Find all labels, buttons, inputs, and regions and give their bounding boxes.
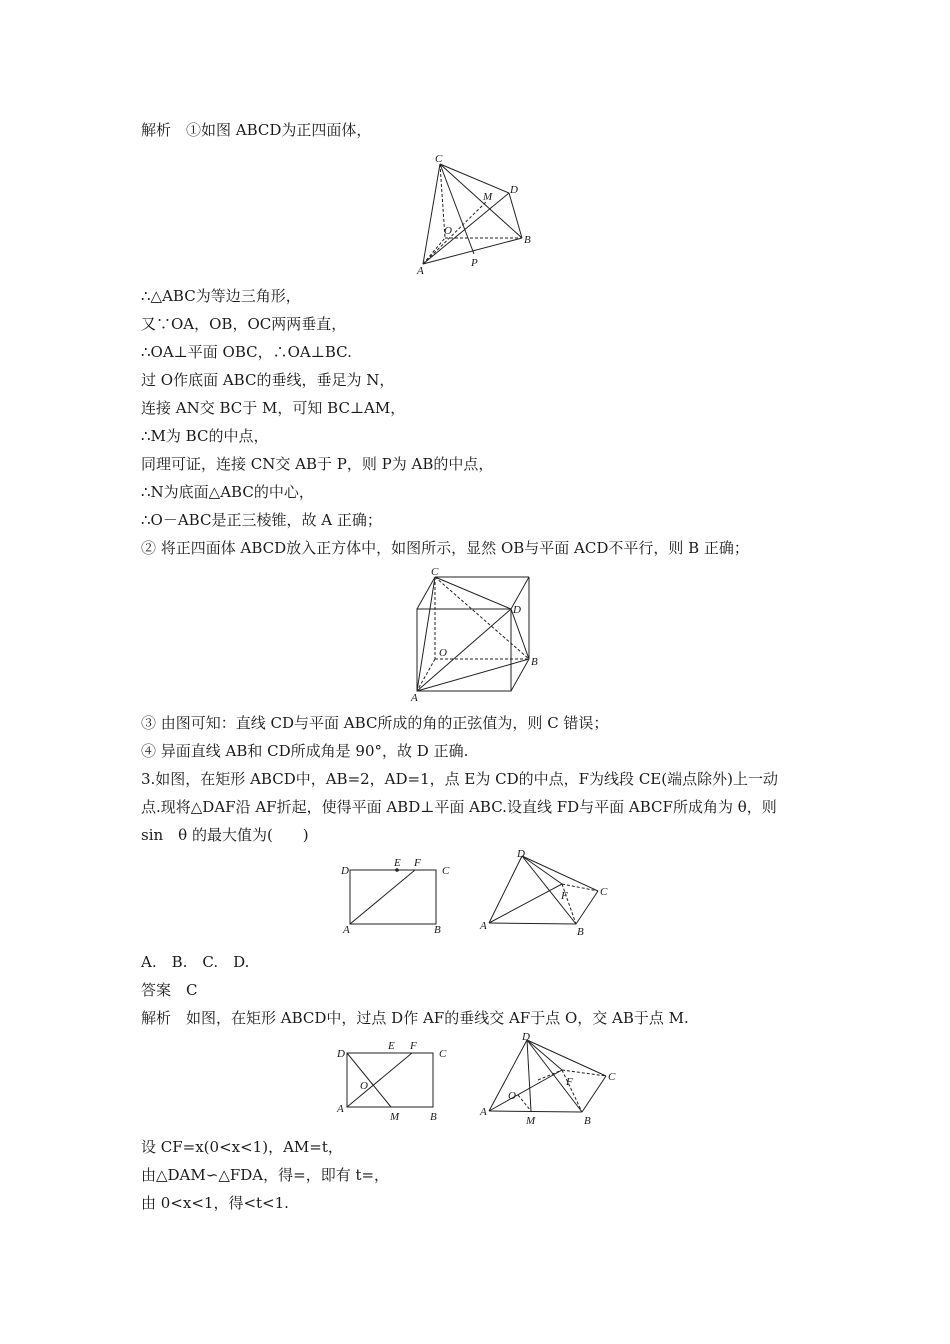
fold2-label-o: O [508, 1090, 516, 1102]
text-line-7: ∴M为 BC的中点， [141, 427, 269, 445]
cube-figure [405, 565, 545, 705]
text-line-21: 由△DAM∽△FDA，得=，即有 t=， [141, 1166, 390, 1184]
tetra-label-a: A [417, 265, 424, 277]
text-line-17: A. B. C. D. [141, 953, 250, 971]
text-line-19: 解析 如图，在矩形 ABCD中，过点 D作 AF的垂线交 AF于点 O，交 AB于点 M. [141, 1009, 689, 1027]
cube-label-o: O [439, 647, 447, 659]
rect2-label-b: B [430, 1111, 437, 1123]
text-line-6: 连接 AN交 BC于 M，可知 BC⊥AM， [141, 399, 406, 417]
tetra-label-p: P [471, 257, 478, 269]
fold1-label-d: D [517, 848, 525, 860]
cube-label-a: A [411, 692, 418, 704]
text-line-20: 设 CF=x(0<x<1)，AM=t， [141, 1138, 343, 1156]
text-line-12: ③ 由图可知：直线 CD与平面 ABC所成的角的正弦值为，则 C 错误； [141, 714, 609, 732]
tetra-label-b: B [524, 234, 531, 246]
text-line-14: 3.如图，在矩形 ABCD中，AB=2，AD=1，点 E为 CD的中点，F为线段 CE(端点除外)上一动 [141, 770, 778, 788]
tetra-label-d: D [510, 184, 518, 196]
text-line-22: 由 0<x<1，得<t<1. [141, 1194, 289, 1212]
fold2-label-b: B [584, 1115, 591, 1127]
text-line-9: ∴N为底面△ABC的中心， [141, 483, 314, 501]
rectangle-figure-1 [338, 855, 463, 940]
text-line-18: 答案 C [141, 981, 198, 999]
tetra-label-c: C [435, 153, 443, 165]
fold2-label-c: C [608, 1071, 616, 1083]
text-line-15: 点.现将△DAF沿 AF折起，使得平面 ABD⊥平面 ABC.设直线 FD与平面 ABCF所成角为 θ，则 [141, 798, 777, 816]
rect1-label-f: F [414, 857, 421, 869]
fold1-label-a: A [480, 920, 487, 932]
text-line-4: ∴OA⊥平面 OBC，∴OA⊥BC. [141, 343, 352, 361]
text-line-2: ∴△ABC为等边三角形， [141, 287, 301, 305]
folded-figure-2 [478, 1030, 623, 1130]
fold1-label-c: C [600, 886, 608, 898]
rect2-label-o: O [360, 1080, 368, 1092]
fold2-label-d: D [522, 1031, 530, 1043]
tetrahedron-figure [410, 150, 540, 280]
text-line-10: ∴O－ABC是正三棱锥，故 A 正确； [141, 511, 382, 529]
rectangle-figure-2 [333, 1038, 463, 1128]
text-line-3: 又∵OA，OB，OC两两垂直， [141, 315, 347, 333]
rect1-label-c: C [442, 865, 450, 877]
rect2-label-f: F [410, 1040, 417, 1052]
rect2-label-d: D [337, 1048, 345, 1060]
text-line-16: sin θ 的最大值为( ) [141, 826, 309, 844]
cube-label-c: C [431, 566, 439, 578]
cube-label-b: B [531, 656, 538, 668]
rect1-label-d: D [341, 865, 349, 877]
text-line-5: 过 O作底面 ABC的垂线，垂足为 N， [141, 371, 395, 389]
fold1-label-b: B [577, 926, 584, 938]
text-line-13: ④ 异面直线 AB和 CD所成角是 90°，故 D 正确. [141, 742, 469, 760]
rect2-label-m: M [390, 1111, 400, 1123]
rect2-label-c: C [439, 1048, 447, 1060]
rect2-label-e: E [388, 1040, 395, 1052]
text-line-8: 同理可证，连接 CN交 AB于 P，则 P为 AB的中点， [141, 455, 494, 473]
tetra-label-o: O [444, 225, 452, 237]
rect1-label-e: E [394, 857, 401, 869]
fold2-label-f: F [566, 1076, 573, 1088]
fold2-label-m: M [526, 1115, 536, 1127]
text-line-1: 解析 ①如图 ABCD为正四面体， [141, 121, 372, 139]
rect2-label-a: A [337, 1103, 344, 1115]
rect1-label-a: A [343, 924, 350, 936]
tetra-label-m: M [483, 191, 493, 203]
folded-figure-1 [478, 848, 618, 938]
cube-label-d: D [513, 604, 521, 616]
fold1-label-f: F [561, 890, 568, 902]
fold2-label-a: A [480, 1106, 487, 1118]
text-line-11: ② 将正四面体 ABCD放入正方体中，如图所示，显然 OB与平面 ACD不平行，则 B 正确； [141, 539, 749, 557]
rect1-label-b: B [434, 924, 441, 936]
